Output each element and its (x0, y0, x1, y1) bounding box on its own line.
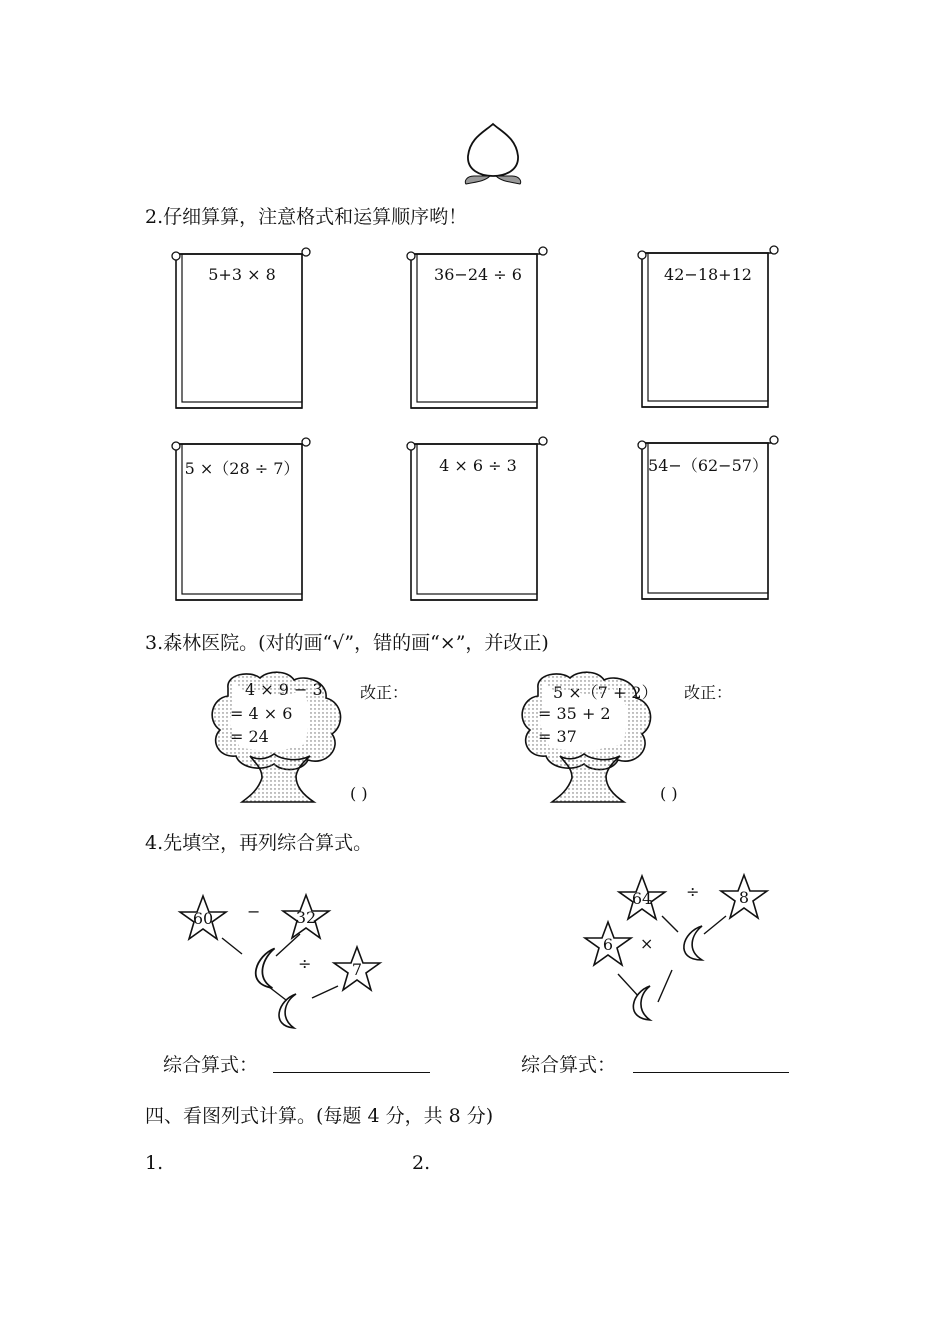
star-left-1: 60 (192, 909, 214, 928)
peach-icon (462, 120, 524, 186)
tree-1-answer-paren[interactable]: ( ) (350, 784, 368, 803)
tree-2-line-1: 5 ×（7 + 2） (553, 683, 658, 702)
expression-4: 5 ×（28 ÷ 7） (184, 459, 300, 478)
section-4-title: 4.先填空，再列综合算式。 (145, 832, 373, 854)
tree-2-line-2: = 35 + 2 (538, 704, 611, 723)
formula-blank-right[interactable] (633, 1072, 789, 1073)
op-left-1: − (247, 902, 261, 921)
expression-1: 5+3 × 8 (208, 265, 276, 284)
part-4-item-1: 1. (145, 1152, 164, 1174)
expression-6: 54−（62−57） (648, 456, 768, 475)
tree-2-correct-label: 改正： (684, 683, 733, 702)
tree-2-answer-paren[interactable]: ( ) (660, 784, 678, 803)
expression-3: 42−18+12 (664, 265, 752, 284)
tree-1-correct-label: 改正： (360, 683, 409, 702)
formula-blank-left[interactable] (273, 1072, 430, 1073)
tree-1-line-1: 4 × 9 − 3 (245, 680, 323, 699)
formula-label-right: 综合算式： (521, 1054, 617, 1076)
star-left-3: 7 (351, 960, 363, 979)
op-right-2: × (640, 934, 654, 953)
expression-5: 4 × 6 ÷ 3 (439, 456, 517, 475)
part-4-item-2: 2. (412, 1152, 431, 1174)
tree-2-line-3: = 37 (538, 727, 577, 746)
op-left-2: ÷ (298, 954, 312, 973)
tree-1-line-2: = 4 × 6 (230, 704, 293, 723)
star-left-2: 32 (295, 908, 317, 927)
formula-label-left: 综合算式： (163, 1054, 259, 1076)
part-4-title: 四、看图列式计算。(每题 4 分，共 8 分) (145, 1105, 494, 1127)
section-2-title: 2.仔细算算，注意格式和运算顺序哟！ (145, 206, 468, 228)
tree-1-line-3: = 24 (230, 727, 269, 746)
star-right-2: 8 (738, 888, 750, 907)
star-right-1: 64 (631, 889, 653, 908)
star-right-3: 6 (602, 935, 614, 954)
section-3-title: 3.森林医院。(对的画“√”，错的画“×”，并改正) (145, 632, 549, 654)
expression-2: 36−24 ÷ 6 (434, 265, 522, 284)
op-right-1: ÷ (686, 882, 700, 901)
